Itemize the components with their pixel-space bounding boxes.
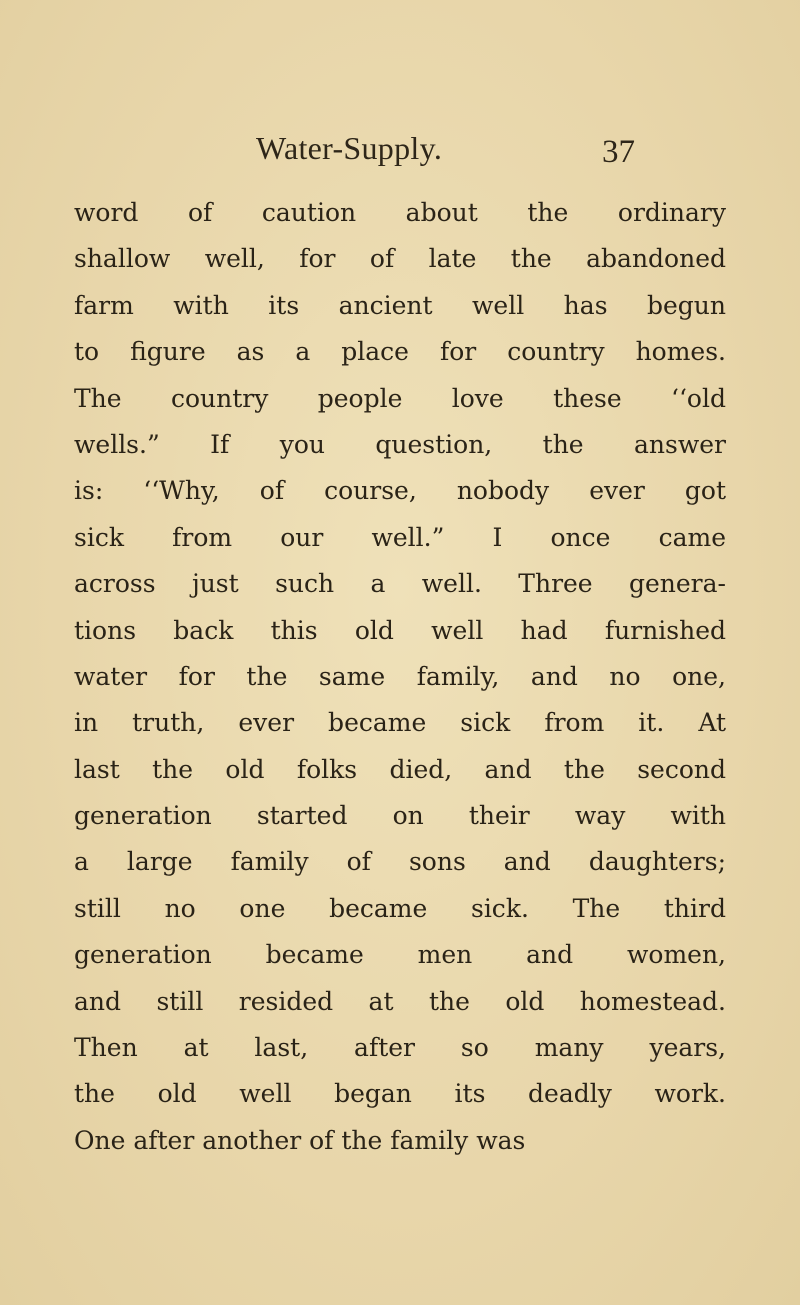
text-line: farm with its ancient well has begun bbox=[74, 290, 726, 320]
text-line: is: ‘‘Why, of course, nobody ever got bbox=[74, 476, 726, 506]
text-line: a large family of sons and daughters; bbox=[74, 847, 726, 877]
text-line: across just such a well. Three genera- bbox=[74, 569, 726, 599]
text-line: The country people love these ‘‘old bbox=[74, 383, 726, 413]
running-title: Water-Supply. bbox=[256, 130, 443, 166]
text-line: shallow well, for of late the abandoned bbox=[74, 244, 726, 274]
text-line: One after another of the family was bbox=[74, 1125, 526, 1155]
text-line: water for the same family, and no one, bbox=[74, 661, 726, 691]
text-line: still no one became sick. The third bbox=[74, 893, 726, 923]
text-line: and still resided at the old homestead. bbox=[74, 986, 726, 1016]
text-line: word of caution about the ordinary bbox=[74, 198, 726, 227]
text-line: to figure as a place for country homes. bbox=[74, 337, 726, 367]
text-line: wells.” If you question, the answer bbox=[74, 429, 726, 459]
text-line: last the old folks died, and the second bbox=[74, 754, 726, 784]
text-line: generation started on their way with bbox=[74, 801, 726, 831]
text-line: Then at last, after so many years, bbox=[74, 1033, 726, 1063]
text-line: generation became men and women, bbox=[74, 940, 726, 970]
text-line: tions back this old well had furnished bbox=[74, 615, 726, 645]
page-number: 37 bbox=[602, 134, 635, 170]
running-head bbox=[0, 126, 800, 170]
text-line: the old well began its deadly work. bbox=[74, 1079, 726, 1109]
text-line: in truth, ever became sick from it. At bbox=[74, 708, 726, 738]
text-line: sick from our well.” I once came bbox=[74, 522, 726, 552]
body-text bbox=[74, 190, 726, 1164]
